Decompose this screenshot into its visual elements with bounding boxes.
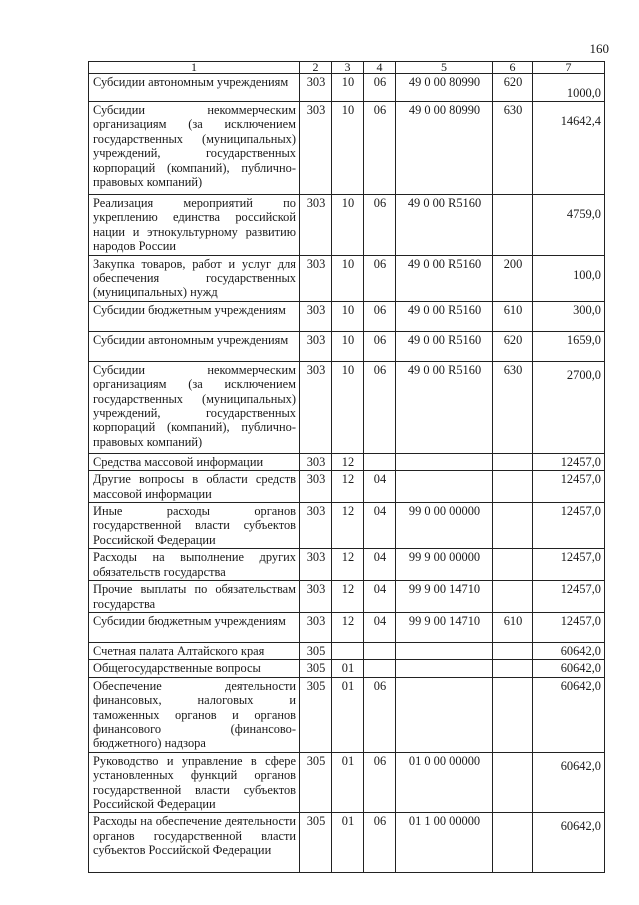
row-amount: 60642,0: [533, 660, 605, 677]
row-code-5: 49 0 00 80990: [396, 102, 493, 195]
row-name: Расходы на выполнение других обязательств государства: [89, 549, 300, 581]
table-row: [89, 752, 605, 813]
table-row: [89, 612, 605, 642]
row-code-3: 12: [332, 453, 364, 470]
row-code-6: [493, 677, 533, 752]
row-amount: 12457,0: [533, 612, 605, 642]
row-code-6: [493, 813, 533, 873]
row-code-2: 303: [300, 331, 332, 361]
row-amount: 60642,0: [533, 752, 605, 813]
row-code-6: 630: [493, 102, 533, 195]
row-code-3: 10: [332, 255, 364, 301]
row-code-4: [364, 660, 396, 677]
row-amount: 1000,0: [533, 74, 605, 102]
row-name: Субсидии бюджетным учреждениям: [89, 612, 300, 642]
row-code-3: 12: [332, 471, 364, 503]
row-code-6: 610: [493, 612, 533, 642]
row-code-2: 303: [300, 612, 332, 642]
row-code-6: 620: [493, 331, 533, 361]
row-code-5: 01 1 00 00000: [396, 813, 493, 873]
row-code-5: 49 0 00 R5160: [396, 301, 493, 331]
row-code-6: [493, 642, 533, 659]
row-code-3: 10: [332, 102, 364, 195]
row-amount: 60642,0: [533, 642, 605, 659]
row-code-4: 06: [364, 752, 396, 813]
row-code-5: 01 0 00 00000: [396, 752, 493, 813]
page-number: 160: [589, 41, 609, 56]
row-code-6: [493, 195, 533, 256]
row-code-6: 610: [493, 301, 533, 331]
row-code-5: [396, 471, 493, 503]
row-name: Общегосударственные вопросы: [89, 660, 300, 677]
header-col-1: 1: [89, 62, 300, 74]
row-code-4: 04: [364, 612, 396, 642]
row-code-4: 06: [364, 195, 396, 256]
row-code-5: 99 9 00 00000: [396, 549, 493, 581]
row-code-5: [396, 660, 493, 677]
row-code-4: 04: [364, 549, 396, 581]
table-row: [89, 677, 605, 752]
header-col-5: 5: [396, 62, 493, 74]
row-code-5: 49 0 00 R5160: [396, 361, 493, 453]
row-name: Расходы на обеспечение деятельности органов государственной власти субъектов Российской Федерации: [89, 813, 300, 873]
row-code-5: 99 9 00 14710: [396, 581, 493, 613]
row-code-6: [493, 549, 533, 581]
row-code-4: 06: [364, 255, 396, 301]
row-code-3: 10: [332, 331, 364, 361]
row-code-3: 01: [332, 677, 364, 752]
row-name: Прочие выплаты по обязательствам государства: [89, 581, 300, 613]
row-code-6: [493, 660, 533, 677]
row-code-3: 12: [332, 581, 364, 613]
table-row: [89, 660, 605, 677]
row-amount: 12457,0: [533, 549, 605, 581]
row-code-2: 305: [300, 677, 332, 752]
table-row: [89, 453, 605, 470]
row-code-2: 303: [300, 453, 332, 470]
row-code-2: 305: [300, 752, 332, 813]
row-code-4: 06: [364, 361, 396, 453]
table-row: [89, 301, 605, 331]
row-code-5: 49 0 00 R5160: [396, 195, 493, 256]
table-row: [89, 361, 605, 453]
row-amount: 12457,0: [533, 471, 605, 503]
row-code-2: 303: [300, 549, 332, 581]
header-col-2: 2: [300, 62, 332, 74]
table-row: [89, 549, 605, 581]
row-code-3: 01: [332, 813, 364, 873]
row-name: Субсидии бюджетным учреждениям: [89, 301, 300, 331]
row-code-4: 04: [364, 471, 396, 503]
row-code-4: 06: [364, 102, 396, 195]
row-code-2: 303: [300, 195, 332, 256]
table-row: [89, 581, 605, 613]
row-amount: 14642,4: [533, 102, 605, 195]
row-code-4: 06: [364, 74, 396, 102]
row-name: Обеспечение деятельности финансовых, налоговых и таможенных органов и органов финансового (финансово-бюджетного) надзора: [89, 677, 300, 752]
row-code-6: [493, 471, 533, 503]
row-amount: 60642,0: [533, 813, 605, 873]
header-col-7: 7: [533, 62, 605, 74]
row-code-2: 303: [300, 471, 332, 503]
row-code-3: 12: [332, 503, 364, 549]
row-code-6: [493, 503, 533, 549]
row-name: Другие вопросы в области средств массовой информации: [89, 471, 300, 503]
row-code-2: 303: [300, 102, 332, 195]
row-amount: 1659,0: [533, 331, 605, 361]
row-amount: 100,0: [533, 255, 605, 301]
row-code-6: [493, 752, 533, 813]
row-amount: 2700,0: [533, 361, 605, 453]
row-code-4: 06: [364, 677, 396, 752]
table-row: [89, 195, 605, 256]
row-amount: 12457,0: [533, 581, 605, 613]
row-code-2: 303: [300, 361, 332, 453]
row-name: Субсидии некоммерческим организациям (за исключением государственных (муниципальных) учреждений, государственных корпораций (компаний), публично-правовых компаний): [89, 102, 300, 195]
table-row: [89, 255, 605, 301]
row-name: Субсидии некоммерческим организациям (за исключением государственных (муниципальных) учреждений, государственных корпораций (компаний), публично-правовых компаний): [89, 361, 300, 453]
row-amount: 12457,0: [533, 453, 605, 470]
row-amount: 4759,0: [533, 195, 605, 256]
row-code-3: 12: [332, 612, 364, 642]
row-code-2: 303: [300, 503, 332, 549]
row-code-4: [364, 453, 396, 470]
row-code-3: 12: [332, 549, 364, 581]
row-code-2: 303: [300, 301, 332, 331]
row-code-2: 303: [300, 74, 332, 102]
row-code-2: 305: [300, 813, 332, 873]
row-amount: 12457,0: [533, 503, 605, 549]
budget-table: [88, 61, 605, 873]
row-amount: 60642,0: [533, 677, 605, 752]
row-code-5: 49 0 00 80990: [396, 74, 493, 102]
row-code-5: 99 0 00 00000: [396, 503, 493, 549]
row-code-5: 99 9 00 14710: [396, 612, 493, 642]
table-row: [89, 331, 605, 361]
row-code-4: 06: [364, 813, 396, 873]
row-code-6: [493, 581, 533, 613]
table-row: [89, 813, 605, 873]
table-row: [89, 471, 605, 503]
row-code-3: 10: [332, 301, 364, 331]
header-col-3: 3: [332, 62, 364, 74]
row-code-2: 305: [300, 642, 332, 659]
row-code-6: [493, 453, 533, 470]
row-code-6: 200: [493, 255, 533, 301]
row-name: Счетная палата Алтайского края: [89, 642, 300, 659]
row-code-3: 10: [332, 74, 364, 102]
header-row: [89, 62, 605, 74]
header-col-6: 6: [493, 62, 533, 74]
row-code-2: 303: [300, 255, 332, 301]
row-amount: 300,0: [533, 301, 605, 331]
row-code-4: 04: [364, 503, 396, 549]
row-code-5: 49 0 00 R5160: [396, 331, 493, 361]
row-code-6: 630: [493, 361, 533, 453]
row-name: Реализация мероприятий по укреплению единства российской нации и этнокультурному развитию народов России: [89, 195, 300, 256]
header-col-4: 4: [364, 62, 396, 74]
table-row: [89, 74, 605, 102]
row-name: Субсидии автономным учреждениям: [89, 331, 300, 361]
row-code-3: [332, 642, 364, 659]
table-row: [89, 642, 605, 659]
row-name: Закупка товаров, работ и услуг для обеспечения государственных (муниципальных) нужд: [89, 255, 300, 301]
row-code-2: 305: [300, 660, 332, 677]
row-code-3: 01: [332, 660, 364, 677]
row-code-4: [364, 642, 396, 659]
row-name: Субсидии автономным учреждениям: [89, 74, 300, 102]
row-code-5: [396, 677, 493, 752]
row-code-3: 10: [332, 195, 364, 256]
row-name: Средства массовой информации: [89, 453, 300, 470]
row-code-5: 49 0 00 R5160: [396, 255, 493, 301]
row-code-5: [396, 642, 493, 659]
row-code-4: 06: [364, 331, 396, 361]
table-row: [89, 102, 605, 195]
table-row: [89, 503, 605, 549]
row-code-6: 620: [493, 74, 533, 102]
row-code-3: 01: [332, 752, 364, 813]
row-code-3: 10: [332, 361, 364, 453]
row-name: Иные расходы органов государственной власти субъектов Российской Федерации: [89, 503, 300, 549]
row-code-4: 04: [364, 581, 396, 613]
row-code-5: [396, 453, 493, 470]
row-name: Руководство и управление в сфере установленных функций органов государственной власти субъектов Российской Федерации: [89, 752, 300, 813]
row-code-4: 06: [364, 301, 396, 331]
row-code-2: 303: [300, 581, 332, 613]
